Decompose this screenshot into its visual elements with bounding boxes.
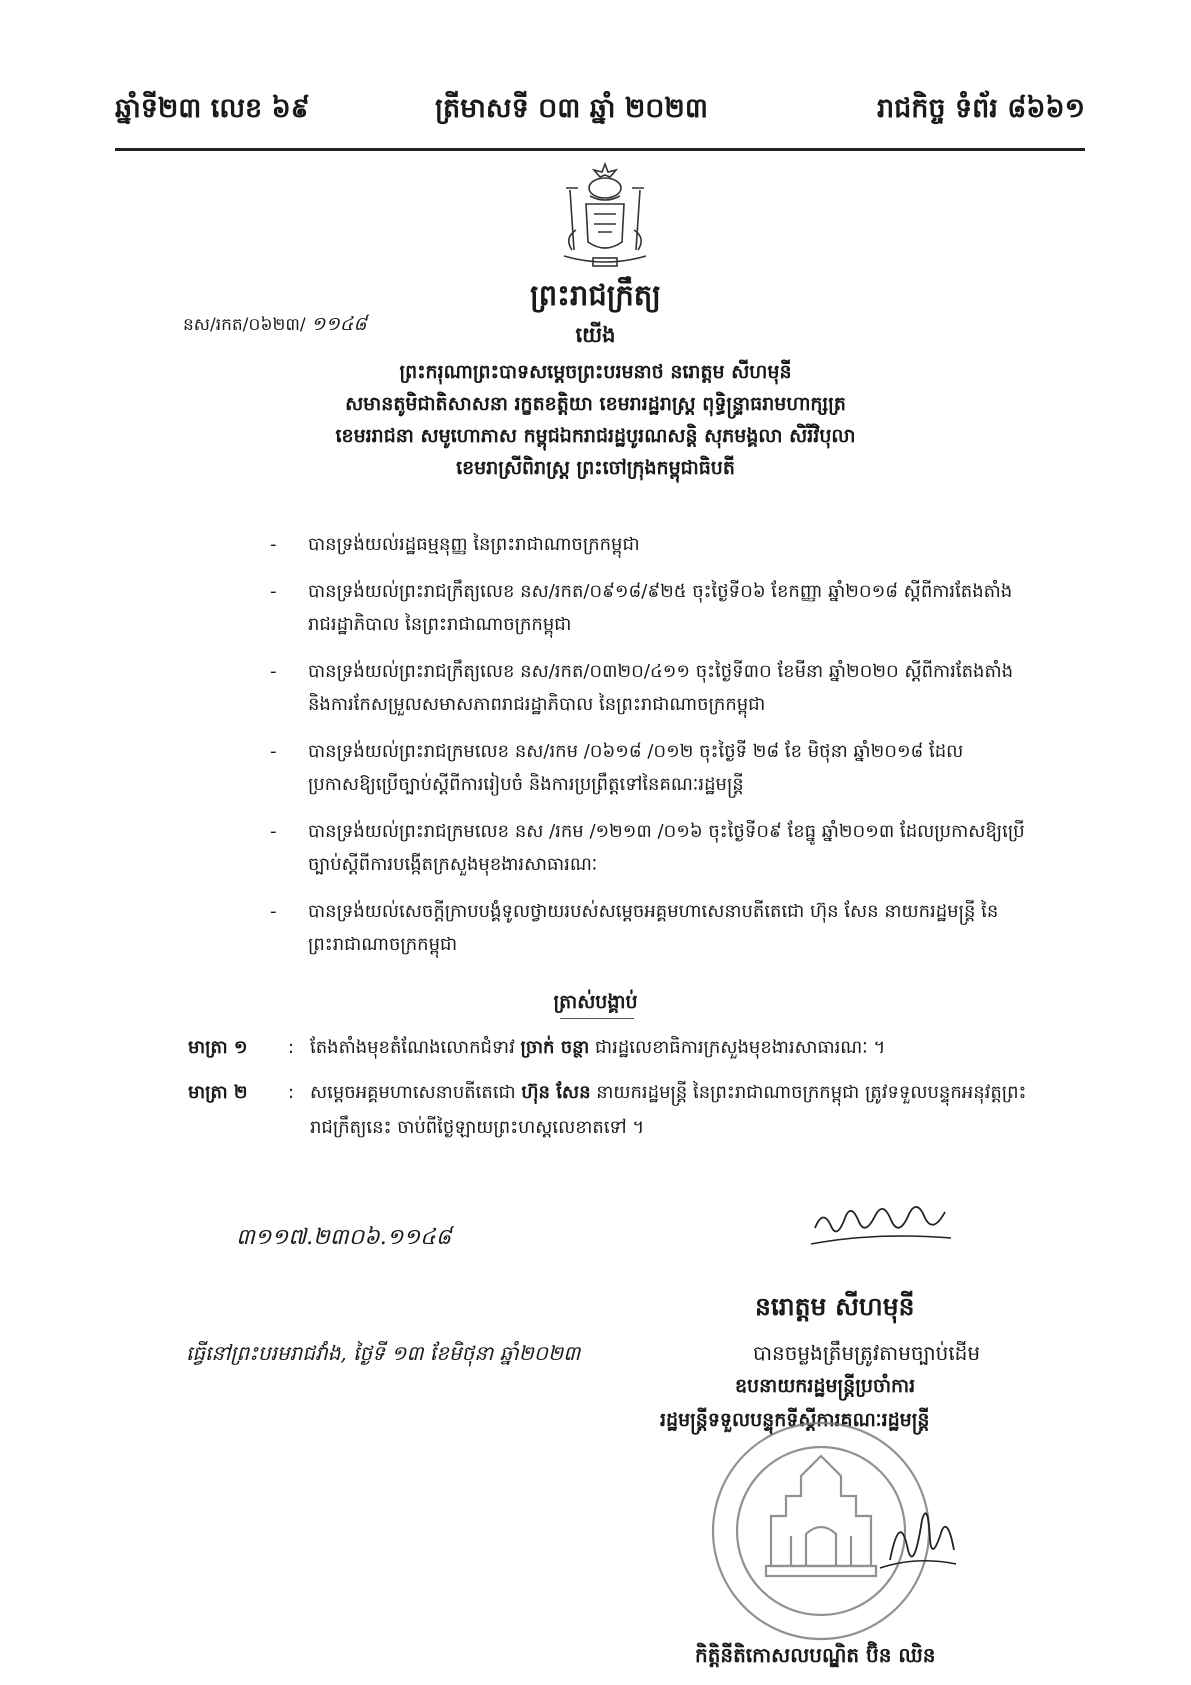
- header-year-issue: ឆ្នាំទី២៣ លេខ ៦៩: [115, 93, 310, 124]
- consideration-text: បានទ្រង់យល់ព្រះរាជក្រឹត្យលេខ នស/រកត/០៩១៨/៩២៥ ចុះថ្ងៃទី០៦ ខែកញ្ញា ឆ្នាំ២០១៨ ស្តីពីការតែងតាំងរាជរដ្ឋាភិបាល នៃព្រះរាជាណាចក្រកម្ពុជា: [308, 581, 1013, 635]
- royal-title-line: ខេមររាជនា សមូហោភាស កម្ពុជឯករាជរដ្ឋបូរណសន្តិ សុភមង្គលា សិរីវិបុលា: [335, 425, 856, 447]
- list-bullet: -: [270, 661, 277, 682]
- place-and-date: ធ្វើនៅព្រះបរមរាជវាំង, ថ្ងៃទី ១៣ ខែមិថុនា ឆ្នាំ២០២៣: [186, 1341, 581, 1365]
- article-1: [188, 1030, 1038, 1065]
- consideration-text: បានទ្រង់យល់ព្រះរាជក្រឹត្យលេខ នស/រកត/០៣២០/៤១១ ចុះថ្ងៃទី៣០ ខែមីនា ឆ្នាំ២០២០ ស្តីពីការតែងតាំង និងការកែសម្រួលសមាសភាពរាជរដ្ឋាភិបាល នៃព្រះរាជាណាចក្រកម្ពុជា: [308, 661, 1014, 715]
- consideration-item: [270, 655, 1030, 721]
- list-bullet: -: [270, 581, 277, 602]
- header-rule: [115, 148, 1085, 151]
- article-text: [310, 1075, 1038, 1145]
- decide-heading: ត្រាស់បង្គាប់: [553, 991, 638, 1013]
- decide-underline: [560, 1018, 634, 1019]
- consideration-item: [270, 815, 1030, 881]
- minister-title: រដ្ឋមន្ត្រីទទួលបន្ទុកទីស្តីការគណៈរដ្ឋមន្ត្រី: [660, 1409, 930, 1431]
- header-page-number: រាជកិច្ច ទំព័រ ៨៦៦១: [877, 93, 1085, 124]
- consideration-text: បានទ្រង់យល់រដ្ឋធម្មនុញ្ញ នៃព្រះរាជាណាចក្រកម្ពុជា: [308, 534, 640, 555]
- article-text-after: ជារដ្ឋលេខាធិការក្រសួងមុខងារសាធារណៈ ។: [589, 1037, 886, 1058]
- consideration-item: [270, 895, 1030, 961]
- gazette-header: [115, 92, 1085, 142]
- consideration-item: [270, 528, 1030, 561]
- royal-title-line: ព្រះករុណាព្រះបាទសម្តេចព្រះបរមនាថ នរោត្តម សីហមុនី: [399, 361, 792, 383]
- consideration-text: បានទ្រង់យល់ព្រះរាជក្រមលេខ នស/រកម /០៦១៨ /០១២ ចុះថ្ងៃទី ២៨ ខែ មិថុនា ឆ្នាំ២០១៨ ដែលប្រកាសឱ្យប្រើច្បាប់ស្តីពីការរៀបចំ និងការប្រព្រឹត្តទៅនៃគណៈរដ្ឋមន្ត្រី: [308, 741, 964, 795]
- article-text-after: នាយករដ្ឋមន្ត្រី នៃព្រះរាជាណាចក្រកម្ពុជា ត្រូវទទួលបន្ទុកអនុវត្តព្រះរាជក្រឹត្យនេះ ចាប់ពីថ្ងៃឡាយព្រះហស្តលេខាតទៅ ។: [310, 1082, 1027, 1138]
- deputy-prime-minister-title: ឧបនាយករដ្ឋមន្ត្រីប្រចាំការ: [735, 1375, 916, 1397]
- article-label: មាត្រា ១: [188, 1037, 248, 1058]
- list-bullet: -: [270, 821, 277, 842]
- article-text-before: តែងតាំងមុខតំណែងលោកជំទាវ: [310, 1037, 521, 1058]
- decree-we: យើង: [575, 323, 616, 347]
- list-bullet: -: [270, 741, 277, 762]
- prime-minister-name: ហ៊ុន សែន: [521, 1082, 591, 1103]
- royal-title-line: ខេមរាស្រីពិរាស្ត្រ ព្រះចៅក្រុងកម្ពុជាធិបតី: [456, 457, 735, 479]
- handwritten-date-note: ៣១១៧.២៣០៦.១១៤៨: [236, 1225, 452, 1250]
- article-text: [310, 1030, 1038, 1065]
- royal-coat-of-arms-icon: [550, 160, 660, 272]
- reference-handwritten: ១១៤៨: [311, 313, 367, 335]
- consideration-text: បានទ្រង់យល់ព្រះរាជក្រមលេខ នស /រកម /១២១៣ /០១៦ ចុះថ្ងៃទី០៩ ខែធ្នូ ឆ្នាំ២០១៣ ដែលប្រកាសឱ្យប្រើច្បាប់ស្តីពីការបង្កើតក្រសួងមុខងារសាធារណៈ: [308, 821, 1025, 875]
- article-label: មាត្រា ២: [188, 1082, 248, 1103]
- list-bullet: -: [270, 901, 277, 922]
- minister-signature-icon: [870, 1490, 960, 1580]
- consideration-item: [270, 735, 1030, 801]
- article-colon: :: [288, 1082, 295, 1103]
- royal-title-line: សមានតូមិជាតិសាសនា រក្ខតខត្តិយា ខេមរារដ្ឋរាស្ត្រ ពុទ្ធិន្ទ្រាធរាមហាក្សត្រ: [345, 393, 846, 415]
- list-bullet: -: [270, 534, 277, 555]
- king-signature-icon: [805, 1188, 955, 1252]
- certified-copy-line: បានចម្លងត្រឹមត្រូវតាមច្បាប់ដើម: [753, 1341, 981, 1365]
- king-name: នរោត្តម សីហមុនី: [755, 1292, 915, 1321]
- article-text-before: សម្តេចអគ្គមហាសេនាបតីតេជោ: [310, 1082, 522, 1103]
- appointee-name: ច្រាក់ ចន្ថា: [520, 1037, 590, 1058]
- reference-printed: នស/រកត/០៦២៣/: [183, 315, 306, 335]
- article-colon: :: [288, 1037, 295, 1058]
- minister-name: កិត្តិនីតិកោសលបណ្ឌិត ប៊ិន ឈិន: [695, 1643, 936, 1667]
- decree-title: ព្រះរាជក្រឹត្យ: [530, 278, 661, 312]
- header-date: ត្រីមាសទី ០៣ ឆ្នាំ ២០២៣: [435, 93, 708, 124]
- consideration-item: [270, 575, 1030, 641]
- article-2: [188, 1075, 1038, 1145]
- consideration-text: បានទ្រង់យល់សេចក្តីក្រាបបង្គំទូលថ្វាយរបស់សម្តេចអគ្គមហាសេនាបតីតេជោ ហ៊ុន សែន នាយករដ្ឋមន្ត្រី នៃព្រះរាជាណាចក្រកម្ពុជា: [308, 901, 999, 955]
- considerations-list: [270, 528, 1030, 975]
